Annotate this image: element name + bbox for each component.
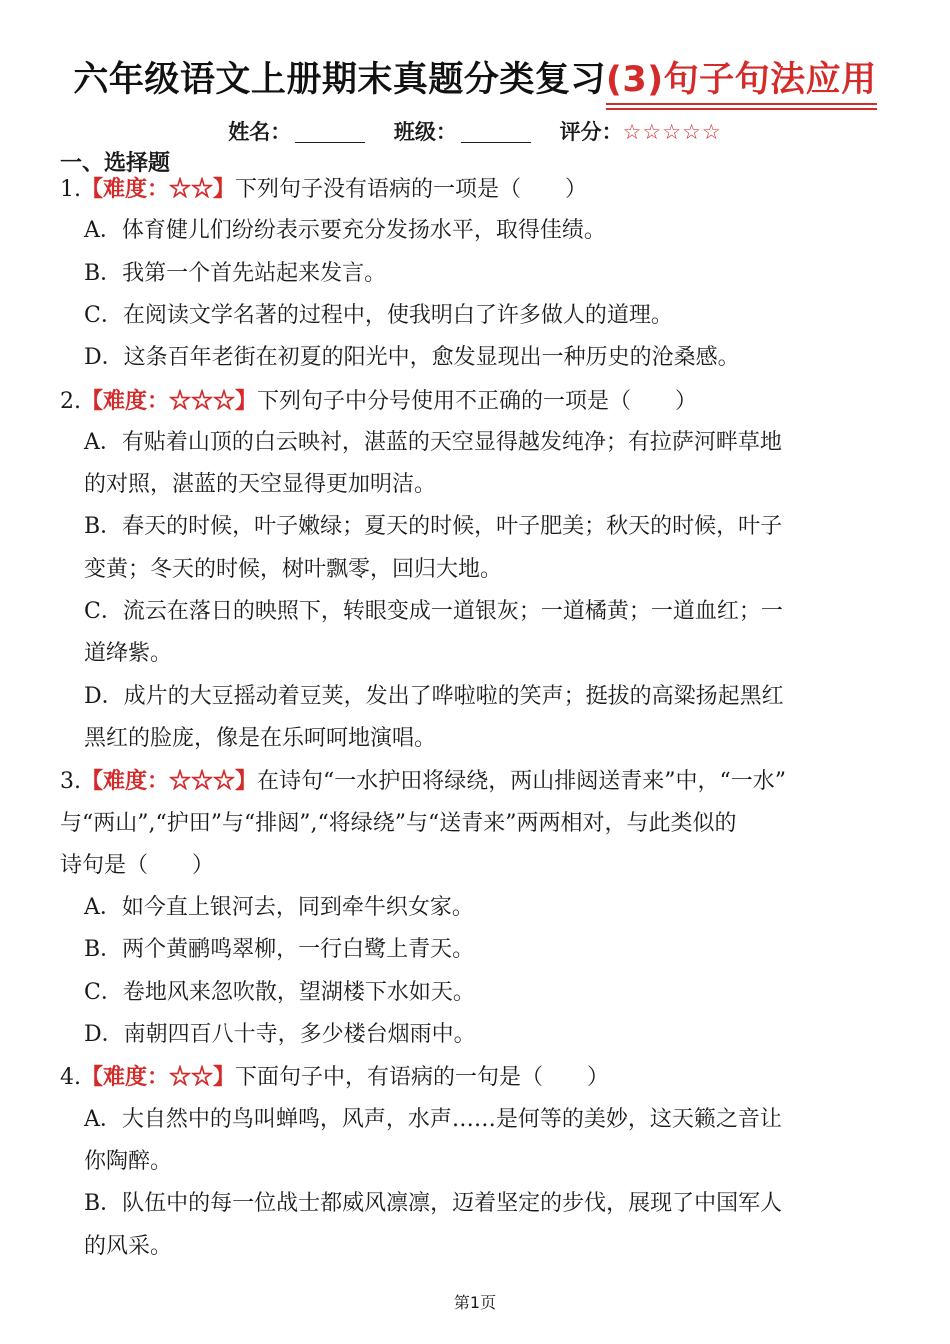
option-b-line: 的风采。 [84,1233,173,1259]
difficulty-tag: 【难度：☆☆】 [81,176,236,202]
option-b-line: B．春天的时候，叶子嫩绿；夏天的时候，叶子肥美；秋天的时候，叶子 [84,514,783,540]
option-b-line: B．两个黄鹂鸣翠柳，一行白鹭上青天。 [84,937,475,963]
section-title: 一、选择题 [60,151,171,176]
question-number: 3. [60,769,81,795]
option-c-line: C．流云在落日的映照下，转眼变成一道银灰；一道橘黄；一道血红；一 [84,599,783,624]
student-info-row [0,116,950,146]
title-main: 六年级语文上册期末真题分类复习 [73,60,606,100]
title-sub: (3)句子句法应用 [606,52,877,102]
page-title [0,52,950,102]
option-a-line: 的对照，湛蓝的天空显得更加明洁。 [84,472,437,498]
option-c-line: 道绛紫。 [84,641,173,667]
class-blank [461,120,531,143]
option-d-line: D．南朝四百八十寺，多少楼台烟雨中。 [84,1022,476,1047]
question-stem: 下面句子中，有语病的一句是（ ） [235,1065,610,1091]
difficulty-tag: 【难度：☆☆☆】 [81,768,258,795]
name-label: 姓名： [228,120,292,144]
question-stem-line [60,766,786,797]
score-label: 评分： [559,120,623,144]
question-stem: 诗句是（ ） [60,852,215,878]
question-stem: 在诗句“一水护田将绿绕，两山排闼送青来”中，“一水” [257,769,787,795]
question-stem: 与“两山”,“护田”与“排闼”,“将绿绕”与“送青来”两两相对，与此类似的 [60,810,737,836]
option-a-line: A．体育健儿们纷纷表示要充分发扬水平，取得佳绩。 [84,218,606,244]
option-d-line: D．成片的大豆摇动着豆荚，发出了哗啦啦的笑声；挺拔的高粱扬起黑红 [84,683,784,709]
option-c-line: C．卷地风来忽吹散，望湖楼下水如天。 [84,979,475,1005]
option-a-line: A．有贴着山顶的白云映衬，湛蓝的天空显得越发纯净；有拉萨河畔草地 [84,429,782,455]
question-stem-line [60,174,587,205]
option-b-line: 变黄；冬天的时候，树叶飘零，回归大地。 [84,556,503,582]
question-stem-line [60,1062,609,1093]
question-number: 1. [60,177,81,202]
question-number: 4. [60,1065,81,1091]
option-b-line: B．队伍中的每一位战士都威风凛凛，迈着坚定的步伐，展现了中国军人 [84,1191,783,1217]
question-stem-line [60,386,697,417]
question-stem: 下列句子没有语病的一项是（ ） [235,177,588,202]
score-stars: ☆☆☆☆☆ [622,120,722,144]
option-d-line: D．这条百年老街在初夏的阳光中，愈发显现出一种历史的沧桑感。 [84,345,740,371]
question-stem: 下列句子中分号使用不正确的一项是（ ） [257,388,698,414]
option-a-line: A．大自然中的鸟叫蝉鸣，风声，水声……是何等的美妙，这天籁之音让 [84,1106,782,1132]
question-number: 2. [60,388,81,414]
page-number: 第1页 [453,1293,497,1312]
option-b-line: B．我第一个首先站起来发言。 [84,260,387,286]
name-blank [295,120,365,143]
option-c-line: C．在阅读文学名著的过程中，使我明白了许多做人的道理。 [84,302,673,328]
difficulty-tag: 【难度：☆☆】 [81,1064,236,1091]
class-label: 班级： [393,120,457,144]
option-d-line: 黑红的脸庞，像是在乐呵呵地演唱。 [84,725,437,751]
difficulty-tag: 【难度：☆☆☆】 [81,387,258,414]
question-stem-line [60,809,736,839]
option-a-line: 你陶醉。 [84,1148,173,1174]
option-a-line: A．如今直上银河去，同到牵牛织女家。 [84,895,474,921]
question-stem-line [60,851,214,881]
